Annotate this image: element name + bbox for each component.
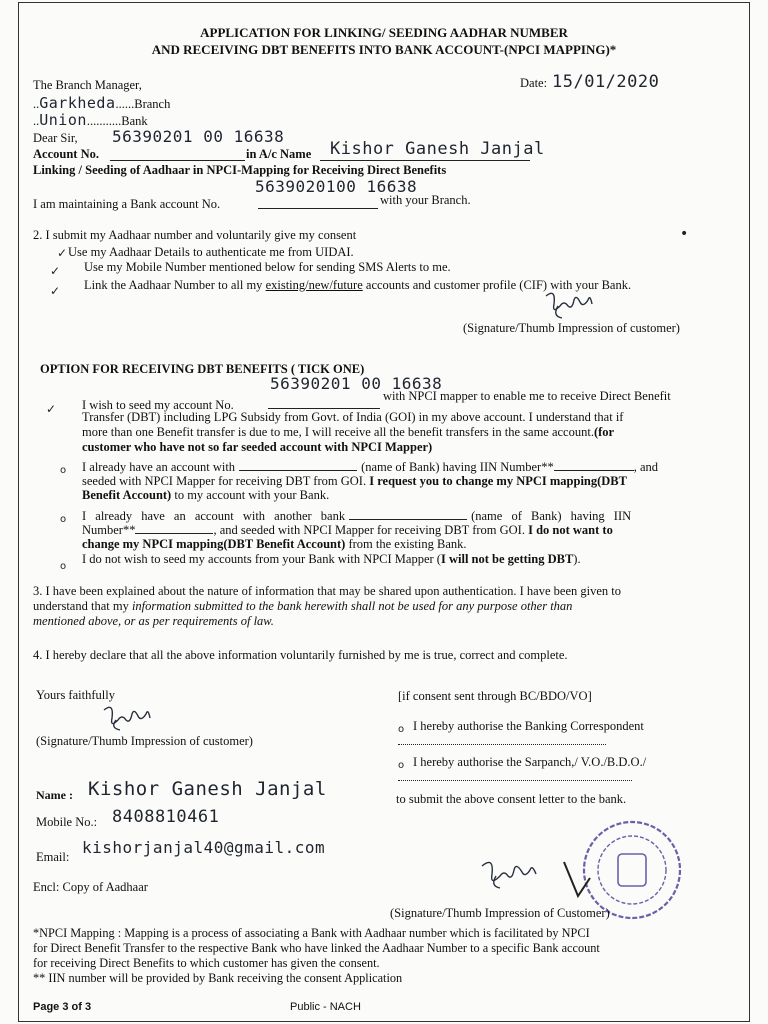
- consent-item-1: Use my Aadhaar Details to authenticate me from UIDAI.: [68, 245, 354, 259]
- maintaining-text: I am maintaining a Bank account No.: [33, 197, 221, 211]
- bank-suffix: ...........Bank: [86, 114, 148, 128]
- name-label: Name :: [36, 788, 73, 802]
- branch-line: [33, 96, 170, 112]
- account-no-line: [110, 160, 245, 161]
- account-no-label: Account No.: [33, 147, 99, 161]
- consent-heading: 2. I submit my Aadhaar number and voluntarily give my consent: [33, 228, 357, 242]
- dbt-opt2-l3b: to my account with your Bank.: [171, 488, 330, 502]
- tick-mark-icon: ✓: [46, 402, 57, 416]
- consent-item-2: Use my Mobile Number mentioned below for sending SMS Alerts to me.: [84, 260, 451, 274]
- customer-signature-3: [478, 850, 548, 892]
- dbt-account-value: 56390201 00 16638: [270, 374, 443, 393]
- subject-line: Linking / Seeding of Aadhaar in NPCI-Mapping for Receiving Direct Benefits: [33, 163, 447, 177]
- dbt-option-3-line2: [82, 523, 613, 538]
- dbt-opt3-l2a: Number**: [82, 523, 136, 537]
- dbt-opt3-l2b: , and seeded with NPCI Mapper for receiving DBT from GOI.: [213, 523, 529, 537]
- dbt-opt3-l1b: (name of Bank) having IIN: [471, 509, 632, 523]
- radio-circle-icon: o: [60, 514, 67, 525]
- dbt-opt2-l1a: I already have an account with: [82, 460, 236, 474]
- branch-value: Garkheda: [39, 94, 116, 112]
- dbt-heading: OPTION FOR RECEIVING DBT BENEFITS ( TICK ONE): [40, 362, 365, 376]
- bc-heading: [if consent sent through BC/BDO/VO]: [398, 689, 592, 703]
- note-npci-line1: *NPCI Mapping : Mapping is a process of associating a Bank with Aadhaar number which is facilitated by NPCI: [33, 926, 590, 940]
- dbt-opt4-a: I do not wish to seed my accounts from your Bank with NPCI Mapper (: [82, 552, 441, 566]
- bc-submit: to submit the above consent letter to the bank.: [396, 792, 627, 806]
- radio-circle-icon: o: [60, 465, 67, 476]
- mobile-value: 8408810461: [112, 807, 220, 827]
- date-label: Date:: [520, 76, 548, 90]
- para4: 4. I hereby declare that all the above information voluntarily furnished by me is true, correct and complete.: [33, 648, 568, 662]
- dot-mark-icon: •: [680, 226, 689, 242]
- customer-signature-2: [100, 698, 160, 734]
- dbt-opt3-l3b: from the existing Bank.: [345, 537, 467, 551]
- consent-item-3-post: accounts and customer profile (CIF) with your Bank.: [362, 278, 632, 292]
- dbt-opt3-l3a: change my NPCI mapping(DBT Benefit Account): [82, 537, 346, 551]
- dbt-opt3-iin-line: [135, 533, 213, 534]
- signature-caption-3: (Signature/Thumb Impression of Customer): [390, 906, 610, 920]
- para3-l2b: information submitted to the bank herewith shall not be used for any purpose other than: [131, 599, 573, 613]
- dbt-option-3-line1: [82, 509, 631, 524]
- dbt-option-2-line1: [82, 460, 658, 475]
- form-title-line2: AND RECEIVING DBT BENEFITS INTO BANK ACCOUNT-(NPCI MAPPING)*: [151, 42, 617, 57]
- ac-name-line: [320, 160, 530, 161]
- dbt-opt2-iin-line: [554, 470, 634, 471]
- date-value: 15/01/2020: [552, 72, 660, 92]
- dbt-option-1-line4: customer who have not so far seeded account with NPCI Mapper): [82, 440, 433, 454]
- maintaining-line: [258, 208, 378, 209]
- bank-value: Union: [39, 111, 87, 129]
- para3-line3: mentioned above, or as per requirements of law.: [33, 614, 274, 628]
- consent-item-3-pre: Link the Aadhaar Number to all my: [84, 278, 266, 292]
- radio-circle-icon: o: [60, 561, 67, 572]
- para3-line1: 3. I have been explained about the nature of information that may be shared upon authentication. I have been given to: [33, 584, 621, 598]
- customer-signature-1: [540, 286, 610, 322]
- page-number: Page 3 of 3: [33, 1001, 92, 1013]
- maintaining-account-value: 5639020100 16638: [255, 177, 418, 196]
- dbt-option-2-line2: [82, 474, 627, 489]
- ac-name-label: in A/c Name: [246, 147, 312, 161]
- email-value: kishorjanjal40@gmail.com: [82, 838, 326, 857]
- email-label: Email:: [36, 850, 70, 864]
- radio-circle-icon: o: [398, 724, 405, 735]
- salutation: Dear Sir,: [33, 131, 78, 145]
- dbt-opt3-l2c: I do not want to: [528, 523, 613, 537]
- addressee: The Branch Manager,: [33, 78, 142, 92]
- dbt-opt2-l2a: seeded with NPCI Mapper for receiving DBT from GOI.: [82, 474, 370, 488]
- bc-dotted-line-1: [398, 744, 606, 745]
- dbt-opt3-l1a: I already have an account with another bank: [82, 509, 346, 523]
- form-title-line1: APPLICATION FOR LINKING/ SEEDING AADHAR NUMBER: [200, 25, 568, 40]
- consent-item-3-underlined: existing/new/future: [265, 278, 363, 292]
- tick-mark-icon: ✓: [50, 264, 61, 278]
- dbt-opt1-l3b: (for: [593, 425, 615, 439]
- enclosure: Encl: Copy of Aadhaar: [33, 880, 148, 894]
- yours-faithfully: Yours faithfully: [36, 688, 115, 702]
- dbt-opt1-l1a: I wish to seed my account No.: [82, 398, 234, 412]
- dbt-opt3-bank-line: [349, 519, 467, 520]
- para3-l2a: understand that my: [33, 599, 132, 613]
- dbt-option-4: [82, 552, 581, 567]
- note-npci-line3: for receiving Direct Benefits to which customer has given the consent.: [33, 956, 380, 970]
- dbt-opt2-l1b: (name of Bank) having IIN Number**: [361, 460, 554, 474]
- maintaining-suffix: with your Branch.: [380, 193, 471, 207]
- dbt-opt2-l1c: , and: [633, 460, 659, 474]
- bc-option-2: I hereby authorise the Sarpanch,/ V.O./B.D.O./: [413, 755, 647, 769]
- dbt-option-3-line3: [82, 537, 467, 552]
- dbt-opt4-c: ).: [573, 552, 581, 566]
- dbt-opt2-l2b: I request you to change my NPCI mapping(DBT: [369, 474, 627, 488]
- branch-prefix: ..: [33, 97, 40, 111]
- name-value: Kishor Ganesh Janjal: [88, 778, 327, 800]
- bc-option-1: I hereby authorise the Banking Correspondent: [413, 719, 644, 733]
- dbt-option-1-line3: [82, 425, 614, 440]
- tick-mark-icon: ✓: [50, 284, 61, 298]
- para3-line2: [33, 599, 572, 614]
- dbt-option-2-line3: [82, 488, 329, 503]
- branch-suffix: ......Branch: [115, 97, 171, 111]
- signature-caption-1: (Signature/Thumb Impression of customer): [463, 321, 680, 335]
- radio-circle-icon: o: [398, 760, 405, 771]
- dbt-opt2-l3a: Benefit Account): [82, 488, 172, 502]
- dbt-opt4-b: I will not be getting DBT: [440, 552, 574, 566]
- classification-label: Public - NACH: [290, 1001, 361, 1013]
- bank-prefix: ..: [33, 114, 40, 128]
- account-number-value: 56390201 00 16638: [112, 127, 285, 146]
- mobile-label: Mobile No.:: [36, 815, 98, 829]
- dbt-option-1-line2: Transfer (DBT) including LPG Subsidy from Govt. of India (GOI) in my above account. I understand that if: [82, 410, 624, 424]
- account-name-value: Kishor Ganesh Janjal: [330, 139, 545, 159]
- dbt-opt1-l1b: with NPCI mapper to enable me to receive Direct Benefit: [383, 389, 671, 403]
- signature-caption-2: (Signature/Thumb Impression of customer): [36, 734, 253, 748]
- tick-mark-icon: ✓: [57, 246, 68, 260]
- dbt-opt1-account-line: [268, 408, 380, 409]
- bc-dotted-line-2: [398, 780, 632, 781]
- note-iin: ** IIN number will be provided by Bank receiving the consent Application: [33, 971, 403, 985]
- note-npci-line2: for Direct Benefit Transfer to the respective Bank who have linked the Aadhaar Number to a specific Bank account: [33, 941, 600, 955]
- dbt-opt1-l3a: more than one Benefit transfer is due to me, I will receive all the benefit transfers in the same account.: [82, 425, 594, 439]
- dbt-opt2-bank-line: [239, 470, 357, 471]
